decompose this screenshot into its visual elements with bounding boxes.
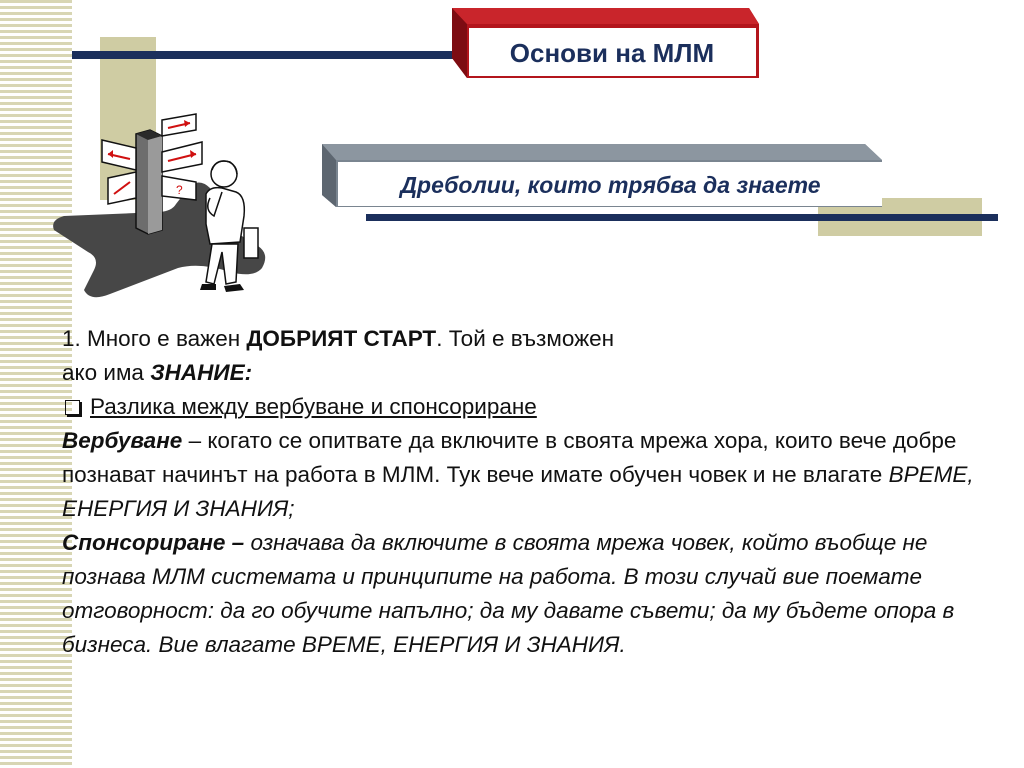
- paragraph-sponsor: Спонсориране – означава да включите в своята мрежа човек, който въобще не познава МЛМ системата и принципите на работа. В този случай вие поемате отговорност: да го обучите напълно; да му давате съвети; да му бъдете опора в бизнеса. Вие влагате ВРЕМЕ, ЕНЕРГИЯ И ЗНАНИЯ.: [62, 530, 955, 657]
- paragraph-start: 1. Много е важен ДОБРИЯТ СТАРТ. Той е възможен: [62, 326, 615, 351]
- decorative-line-top: [72, 51, 462, 59]
- paragraph-knowledge: ако има ЗНАНИЕ:: [62, 360, 253, 385]
- signpost-thinking-man-icon: [50, 112, 270, 302]
- page-title: Основи на МЛМ: [509, 37, 715, 68]
- checkbox-bullet-icon: [65, 400, 80, 415]
- content-body: [62, 322, 992, 662]
- subtitle-banner: [320, 143, 884, 208]
- bullet-item: Разлика между вербуване и спонсориране: [62, 390, 992, 424]
- decorative-line-right: [366, 214, 998, 221]
- title-banner: [449, 6, 759, 78]
- paragraph-recruit: Вербуване – когато се опитвате да включите в своята мрежа хора, които вече добре познават начинът на работа в МЛМ. Тук вече имате обучен човек и не влагате ВРЕМЕ, ЕНЕРГИЯ И ЗНАНИЯ;: [62, 428, 974, 521]
- svg-text:?: ?: [176, 183, 183, 197]
- subtitle: Дреболии, които трябва да знаете: [400, 171, 821, 198]
